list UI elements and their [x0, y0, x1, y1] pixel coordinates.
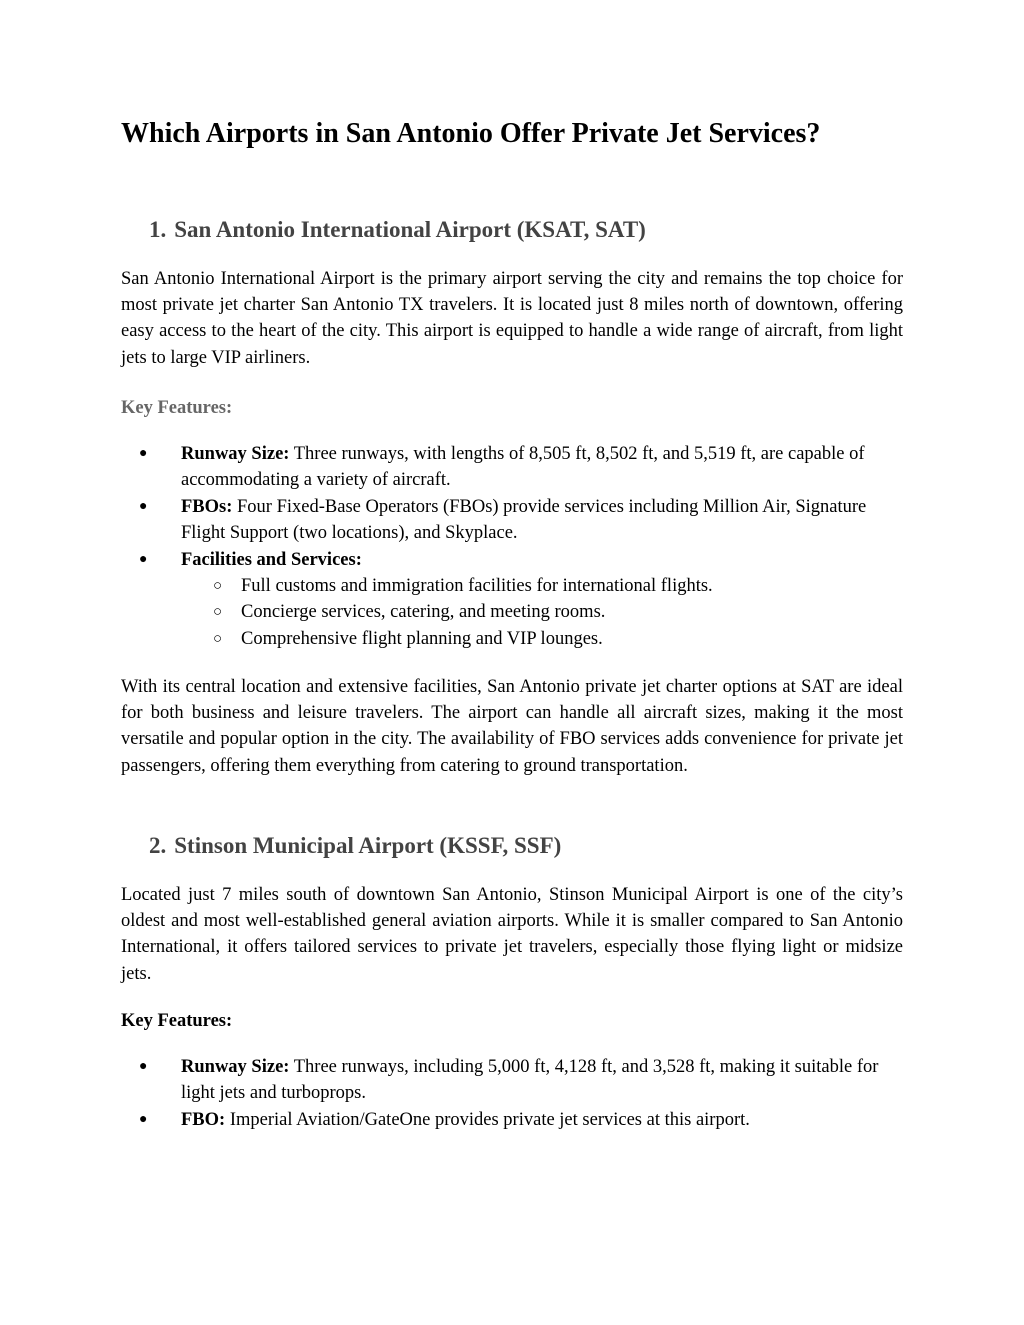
list-item: [121, 494, 903, 547]
bullet-icon: ●: [139, 551, 148, 567]
sub-feature-text: Concierge services, catering, and meeting rooms.: [241, 602, 606, 623]
circle-bullet-icon: ○: [213, 630, 223, 647]
page-title: Which Airports in San Antonio Offer Private Jet Services?: [121, 118, 821, 149]
feature-label: Facilities and Services:: [181, 549, 362, 570]
feature-text: Three runways, including 5,000 ft, 4,128 ft, and 3,528 ft, making it suitable for light jets and turboprops.: [181, 1057, 879, 1104]
list-item: [121, 547, 903, 653]
feature-label: Runway Size:: [181, 1057, 290, 1077]
circle-bullet-icon: ○: [213, 578, 223, 595]
list-item: [121, 441, 903, 494]
section-2-key-features-label: Key Features:: [121, 1011, 233, 1031]
section-1-feature-list: [121, 441, 903, 652]
sub-feature-text: Full customs and immigration facilities for international flights.: [241, 576, 713, 597]
bullet-icon: ●: [139, 1111, 148, 1127]
list-item: [121, 1054, 903, 1107]
sub-feature-text: Comprehensive flight planning and VIP lounges.: [241, 628, 603, 649]
section-1-intro: San Antonio International Airport is the primary airport serving the city and remains the top choice for most private jet charter San Antonio TX travelers. It is located just 8 miles north of downtown, offering easy access to the heart of the city. This airport is equipped to handle a wide range of aircraft, from light jets to large VIP airliners.: [121, 269, 903, 368]
section-1-heading: [149, 215, 646, 245]
section-2-title: Stinson Municipal Airport (KSSF, SSF): [174, 833, 562, 858]
section-1-title: San Antonio International Airport (KSAT, SAT): [174, 217, 646, 242]
feature-label: FBO:: [181, 1109, 226, 1130]
section-1-closing: With its central location and extensive facilities, San Antonio private jet charter options at SAT are ideal for both business and leisure travelers. The airport can handle all aircraft sizes, making it the most versatile and popular option in the city. The availability of FBO services adds convenience for private jet passengers, offering them everything from catering to ground transportation.: [121, 677, 903, 776]
circle-bullet-icon: ○: [213, 604, 223, 621]
list-item: [121, 1107, 903, 1133]
section-2-feature-list: [121, 1054, 903, 1133]
sub-list-item: [181, 573, 903, 599]
feature-text: Four Fixed-Base Operators (FBOs) provide services including Million Air, Signature Flight Support (two locations), and Skyplace.: [181, 496, 867, 544]
section-2-number: 2.: [149, 833, 167, 858]
section-1-number: 1.: [149, 217, 167, 242]
bullet-icon: ●: [139, 1059, 148, 1074]
feature-label: FBOs:: [181, 496, 233, 517]
section-2-heading: [149, 831, 561, 861]
feature-label: Runway Size:: [181, 444, 290, 464]
sub-list-item: [181, 599, 903, 625]
feature-text: Three runways, with lengths of 8,505 ft, 8,502 ft, and 5,519 ft, are capable of accommodating a variety of aircraft.: [181, 444, 865, 491]
sub-list-item: [181, 626, 903, 652]
section-1-sub-feature-list: [181, 573, 903, 652]
bullet-icon: ●: [139, 446, 148, 461]
feature-text: Imperial Aviation/GateOne provides private jet services at this airport.: [225, 1109, 750, 1130]
section-2-intro: Located just 7 miles south of downtown San Antonio, Stinson Municipal Airport is one of the city’s oldest and most well-established general aviation airports. While it is smaller compared to San Antonio International, it offers tailored services to private jet travelers, especially those flying light or midsize jets.: [121, 885, 903, 984]
bullet-icon: ●: [139, 498, 148, 514]
section-1-key-features-label: Key Features:: [121, 398, 233, 418]
